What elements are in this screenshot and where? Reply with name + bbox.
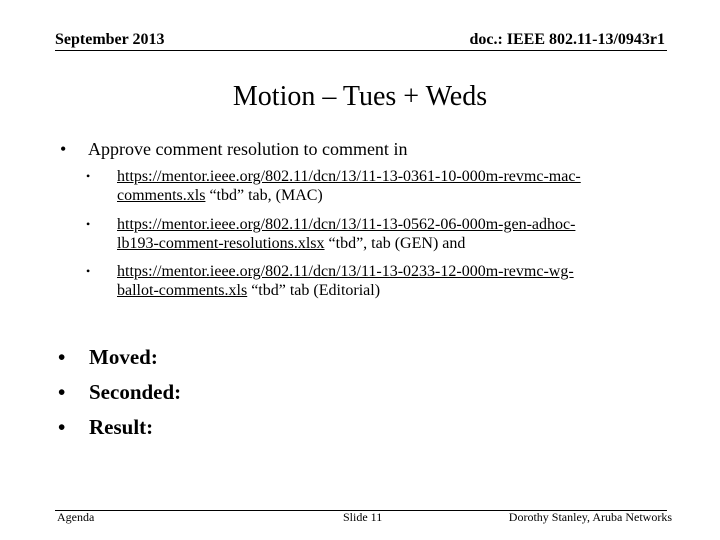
main-bullet (60, 139, 407, 160)
link-line-1: https://mentor.ieee.org/802.11/dcn/13/11-13-0233-12-000m-revmc-wg- (117, 263, 574, 280)
link-line-2: ballot-comments.xls (117, 282, 248, 299)
link-line-1: https://mentor.ieee.org/802.11/dcn/13/11-13-0361-10-000m-revmc-mac- (117, 168, 581, 185)
vote-moved (58, 345, 158, 370)
link-line-2: comments.xls (117, 187, 206, 204)
sub-item-suffix: “tbd”, tab (GEN) and (324, 235, 466, 252)
main-bullet-text: Approve comment resolution to comment in (88, 139, 408, 159)
bullet-dot: • (86, 264, 91, 278)
header-doc-id: doc.: IEEE 802.11-13/0943r1 (469, 31, 665, 48)
bullet-dot: • (58, 345, 66, 369)
footer-slide-number: Slide 11 (343, 510, 383, 524)
footer-left: Agenda (57, 510, 95, 524)
vote-result (58, 415, 153, 440)
sub-item-suffix: “tbd” tab, (MAC) (205, 187, 323, 204)
header-date: September 2013 (55, 31, 165, 48)
bullet-dot: • (60, 139, 67, 159)
link-line-1: https://mentor.ieee.org/802.11/dcn/13/11-13-0562-06-000m-gen-adhoc- (117, 216, 576, 233)
bullet-dot: • (58, 415, 66, 439)
bullet-dot: • (58, 380, 66, 404)
header-divider (55, 50, 667, 51)
vote-result-label: Result: (89, 415, 154, 439)
sub-item-suffix: “tbd” tab (Editorial) (247, 282, 381, 299)
vote-seconded-label: Seconded: (89, 380, 182, 404)
mac-comments-link[interactable] (117, 168, 581, 204)
bullet-dot: • (86, 217, 91, 231)
slide-title: Motion – Tues + Weds (232, 81, 488, 112)
bullet-dot: • (86, 169, 91, 183)
footer-author: Dorothy Stanley, Aruba Networks (508, 510, 672, 524)
link-line-2: lb193-comment-resolutions.xlsx (117, 235, 325, 252)
vote-seconded (58, 380, 181, 405)
vote-moved-label: Moved: (89, 345, 158, 369)
